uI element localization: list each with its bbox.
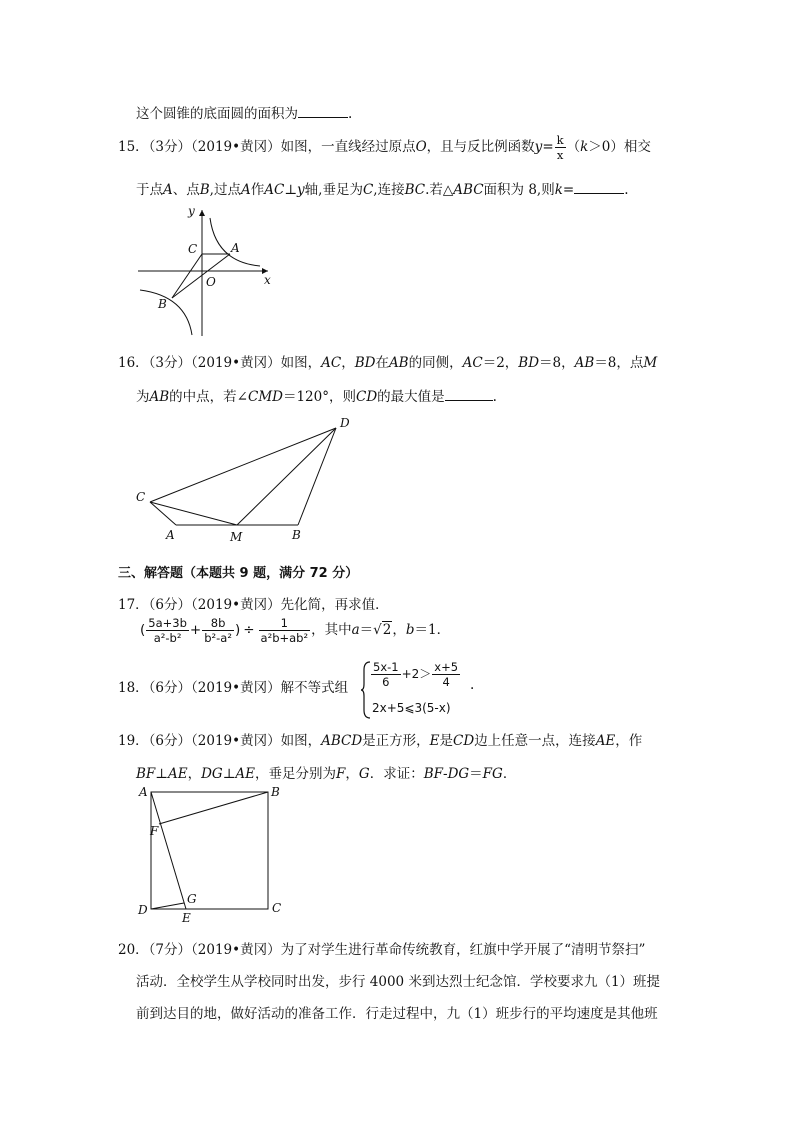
label-C: C	[188, 242, 198, 256]
label-B: B	[292, 528, 301, 542]
fraction-4: $\frac{5x-1}{6}$	[373, 660, 399, 689]
label-A: A	[231, 241, 240, 255]
fraction-1: $\frac{5a+3b}{\text{a²-b²}}$	[148, 615, 187, 645]
y-axis-arrow	[199, 210, 205, 216]
label-M: M	[230, 530, 243, 544]
question-20-line-1: 20．（7分）（2019•黄冈）为了对学生进行革命传统教育，红旗中学开展了“清明节祭扫”	[118, 942, 646, 958]
question-16-line-1: 16．（3分）（2019•黄冈）如图，AC，BD在AB的同侧，AC＝2，BD＝8，AB＝8，点M	[118, 355, 658, 371]
label-D: D	[340, 416, 350, 430]
line-AB	[172, 254, 230, 298]
q18-end: .	[470, 677, 475, 693]
text-line: 这个圆锥的底面圆的面积为 .	[136, 106, 353, 122]
section-heading: 三、解答题（本题共 9 题，满分 72 分）	[118, 566, 359, 581]
question-19-line-2: BF⊥AE，DG⊥AE，垂足分别为F，G．求证：BF-DG＝FG．	[136, 766, 517, 782]
figure-16	[130, 410, 360, 545]
label-x: x	[264, 273, 271, 287]
label-D: D	[138, 903, 148, 917]
question-20-line-3: 前到达目的地，做好活动的准备工作．行走过程中，九（1）班步行的平均速度是其他班	[136, 1006, 658, 1022]
segment-AE	[151, 792, 186, 909]
label-G: G	[187, 892, 197, 906]
question-17-line-1: 17．（6分）（2019•黄冈）先化简，再求值．	[118, 597, 389, 613]
label-E: E	[182, 911, 191, 925]
fraction-k-over-x: $\frac{k}{x}$	[556, 133, 564, 162]
question-18-line-1: 18．（6分）（2019•黄冈）解不等式组	[118, 680, 349, 696]
answer-blank	[574, 192, 624, 194]
question-20-line-2: 活动．全校学生从学校同时出发，步行 4000 米到达烈士纪念馆．学校要求九（1）班提	[136, 974, 661, 990]
fraction-5: $\frac{x+5}{4}$	[434, 660, 459, 689]
figure-19	[132, 780, 292, 925]
label-F: F	[150, 824, 159, 838]
question-17-expression: ( $\frac{5a+3b}{\text{a²-b²}}$ + $\frac{8b}{\text{b²-a²}}$ ) ÷ $\frac{1}{\text{a²b+ab²}}$ ，其中a＝√2，b＝1．	[140, 615, 451, 645]
segment-DG	[151, 903, 184, 909]
segment-BF	[159, 792, 268, 824]
question-19-line-1: 19．（6分）（2019•黄冈）如图，ABCD是正方形，E是CD边上任意一点，连接AE，作	[118, 733, 643, 749]
question-15-line-1: 15．（3分）（2019•黄冈）如图，一直线经过原点O，且与反比例函数y= $\frac{k}{x}$ （k＞0）相交	[118, 133, 651, 162]
figure-15	[130, 200, 280, 340]
label-C: C	[136, 490, 146, 504]
label-C: C	[272, 901, 282, 915]
inequality-1: $\frac{5x-1}{6}$ +2＞ $\frac{x+5}{4}$	[373, 660, 459, 689]
label-B: B	[158, 297, 167, 311]
segment-MD	[237, 428, 336, 525]
label-O: O	[206, 275, 216, 289]
segment-BD	[298, 428, 336, 525]
label-B: B	[271, 785, 280, 799]
answer-blank	[445, 399, 493, 401]
question-15-line-2: 于点A、点B,过点A作AC⊥y轴,垂足为C,连接BC.若△ABC面积为 8,则k= .	[136, 182, 629, 198]
inequality-2: 2x+5⩽3(5-x)	[372, 701, 451, 715]
segment-CD	[150, 428, 336, 502]
question-16-line-2: 为AB的中点，若∠CMD＝120°，则CD的最大值是 .	[136, 389, 497, 405]
label-y: y	[188, 204, 195, 218]
fraction-3: $\frac{1}{\text{a²b+ab²}}$	[260, 615, 309, 645]
segment-BC	[172, 254, 202, 298]
fraction-2: $\frac{8b}{\text{b²-a²}}$	[204, 615, 232, 645]
answer-blank	[298, 116, 348, 118]
label-A: A	[139, 785, 148, 799]
label-A: A	[166, 528, 175, 542]
